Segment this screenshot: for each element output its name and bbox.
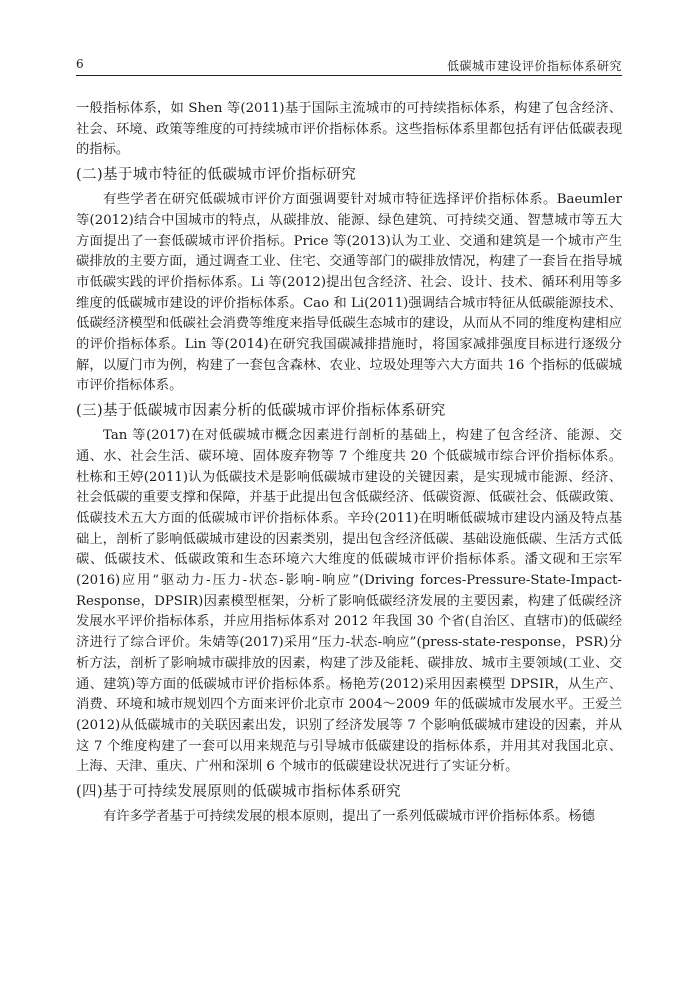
paragraph-continuation: 一般指标体系，如 Shen 等(2011)基于国际主流城市的可持续指标体系，构建了包含经济、社会、环境、政策等维度的可持续城市评价指标体系。这些指标体系里都包括有评估低碳表现的指标。 — [76, 101, 622, 158]
section-heading-3: (三)基于低碳城市因素分析的低碳城市评价指标体系研究 — [76, 403, 446, 420]
paragraph-factor-analysis: Tan 等(2017)在对低碳城市概念因素进行剖析的基础上，构建了包含经济、能源、交通、水、社会生活、碳环境、固体废弃物等 7 个维度共 20 个低碳城市综合评价指标体系。杜栋和王婷(2011)认为低碳技术是影响低碳城市建设的关键因素，是实现城市能源、经济、社会低碳的重要支撑和保障，并基于此提出包含低碳经济、低碳资源、低碳社会、低碳政策、低碳技术五大方面的低碳城市评价指标体系。辛玲(2011)在明晰低碳城市建设内涵及特点基础上，剖析了影响低碳城市建设的因素类别，提出包含经济低碳、基础设施低碳、生活方式低碳、低碳技术、低碳政策和生态环境六大维度的低碳城市评价指标体系。潘文砚和王宗军(2016)应用“驱动力-压力-状态-影响-响应”(Driving forces-Pressure-State-Impact-Response，DPSIR)因素模型框架，分析了影响低碳经济发展的主要因素，构建了低碳经济发展水平评价指标体系，并应用指标体系对 2012 年我国 30 个省(自治区、直辖市)的低碳经济进行了综合评价。朱婧等(2017)采用“压力-状态-响应”(press-state-response，PSR)分析方法，剖析了影响城市碳排放的因素，构建了涉及能耗、碳排放、城市主要领域(工业、交通、建筑)等方面的低碳城市评价指标体系。杨艳芳(2012)采用因素模型 DPSIR，从生产、消费、环境和城市规划四个方面来评价北京市 2004～2009 年的低碳城市发展水平。王爱兰(2012)从低碳城市的关联因素出发，识别了经济发展等 7 个影响低碳城市建设的因素，并从这 7 个维度构建了一套可以用来规范与引导城市低碳建设的指标体系，并用其对我国北京、上海、天津、重庆、广州和深圳 6 个城市的低碳建设状况进行了实证分析。 — [76, 428, 622, 775]
page-number: 6 — [76, 57, 84, 71]
paragraph-city-features: 有些学者在研究低碳城市评价方面强调要针对城市特征选择评价指标体系。Baeumler 等(2012)结合中国城市的特点，从碳排放、能源、绿色建筑、可持续交通、智慧城市等五大方面提出了一套低碳城市评价指标。Price 等(2013)认为工业、交通和建筑是一个城市产生碳排放的主要方面，通过调查工业、住宅、交通等部门的碳排放情况，构建了一套旨在指导城市低碳实践的评价指标体系。Li 等(2012)提出包含经济、社会、设计、技术、循环利用等多维度的低碳城市建设的评价指标体系。Cao 和 Li(2011)强调结合城市特征从低碳能源技术、低碳经济模型和低碳社会消费等维度来指导低碳生态城市的建设，从而从不同的维度构建相应的评价指标体系。Lin 等(2014)在研究我国碳减排措施时，将国家减排强度目标进行逐级分解，以厦门市为例，构建了一套包含森林、农业、垃圾处理等六大方面共 16 个指标的低碳城市评价指标体系。 — [76, 192, 622, 394]
running-title: 低碳城市建设评价指标体系研究 — [446, 59, 622, 73]
section-heading-2: (二)基于城市特征的低碳城市评价指标研究 — [76, 167, 357, 184]
paragraph-sustainability: 有许多学者基于可持续发展的根本原则，提出了一系列低碳城市评价指标体系。杨德 — [103, 809, 595, 825]
section-heading-4: (四)基于可持续发展原则的低碳城市指标体系研究 — [76, 784, 402, 801]
page-header — [76, 55, 622, 76]
page-body — [76, 99, 622, 828]
